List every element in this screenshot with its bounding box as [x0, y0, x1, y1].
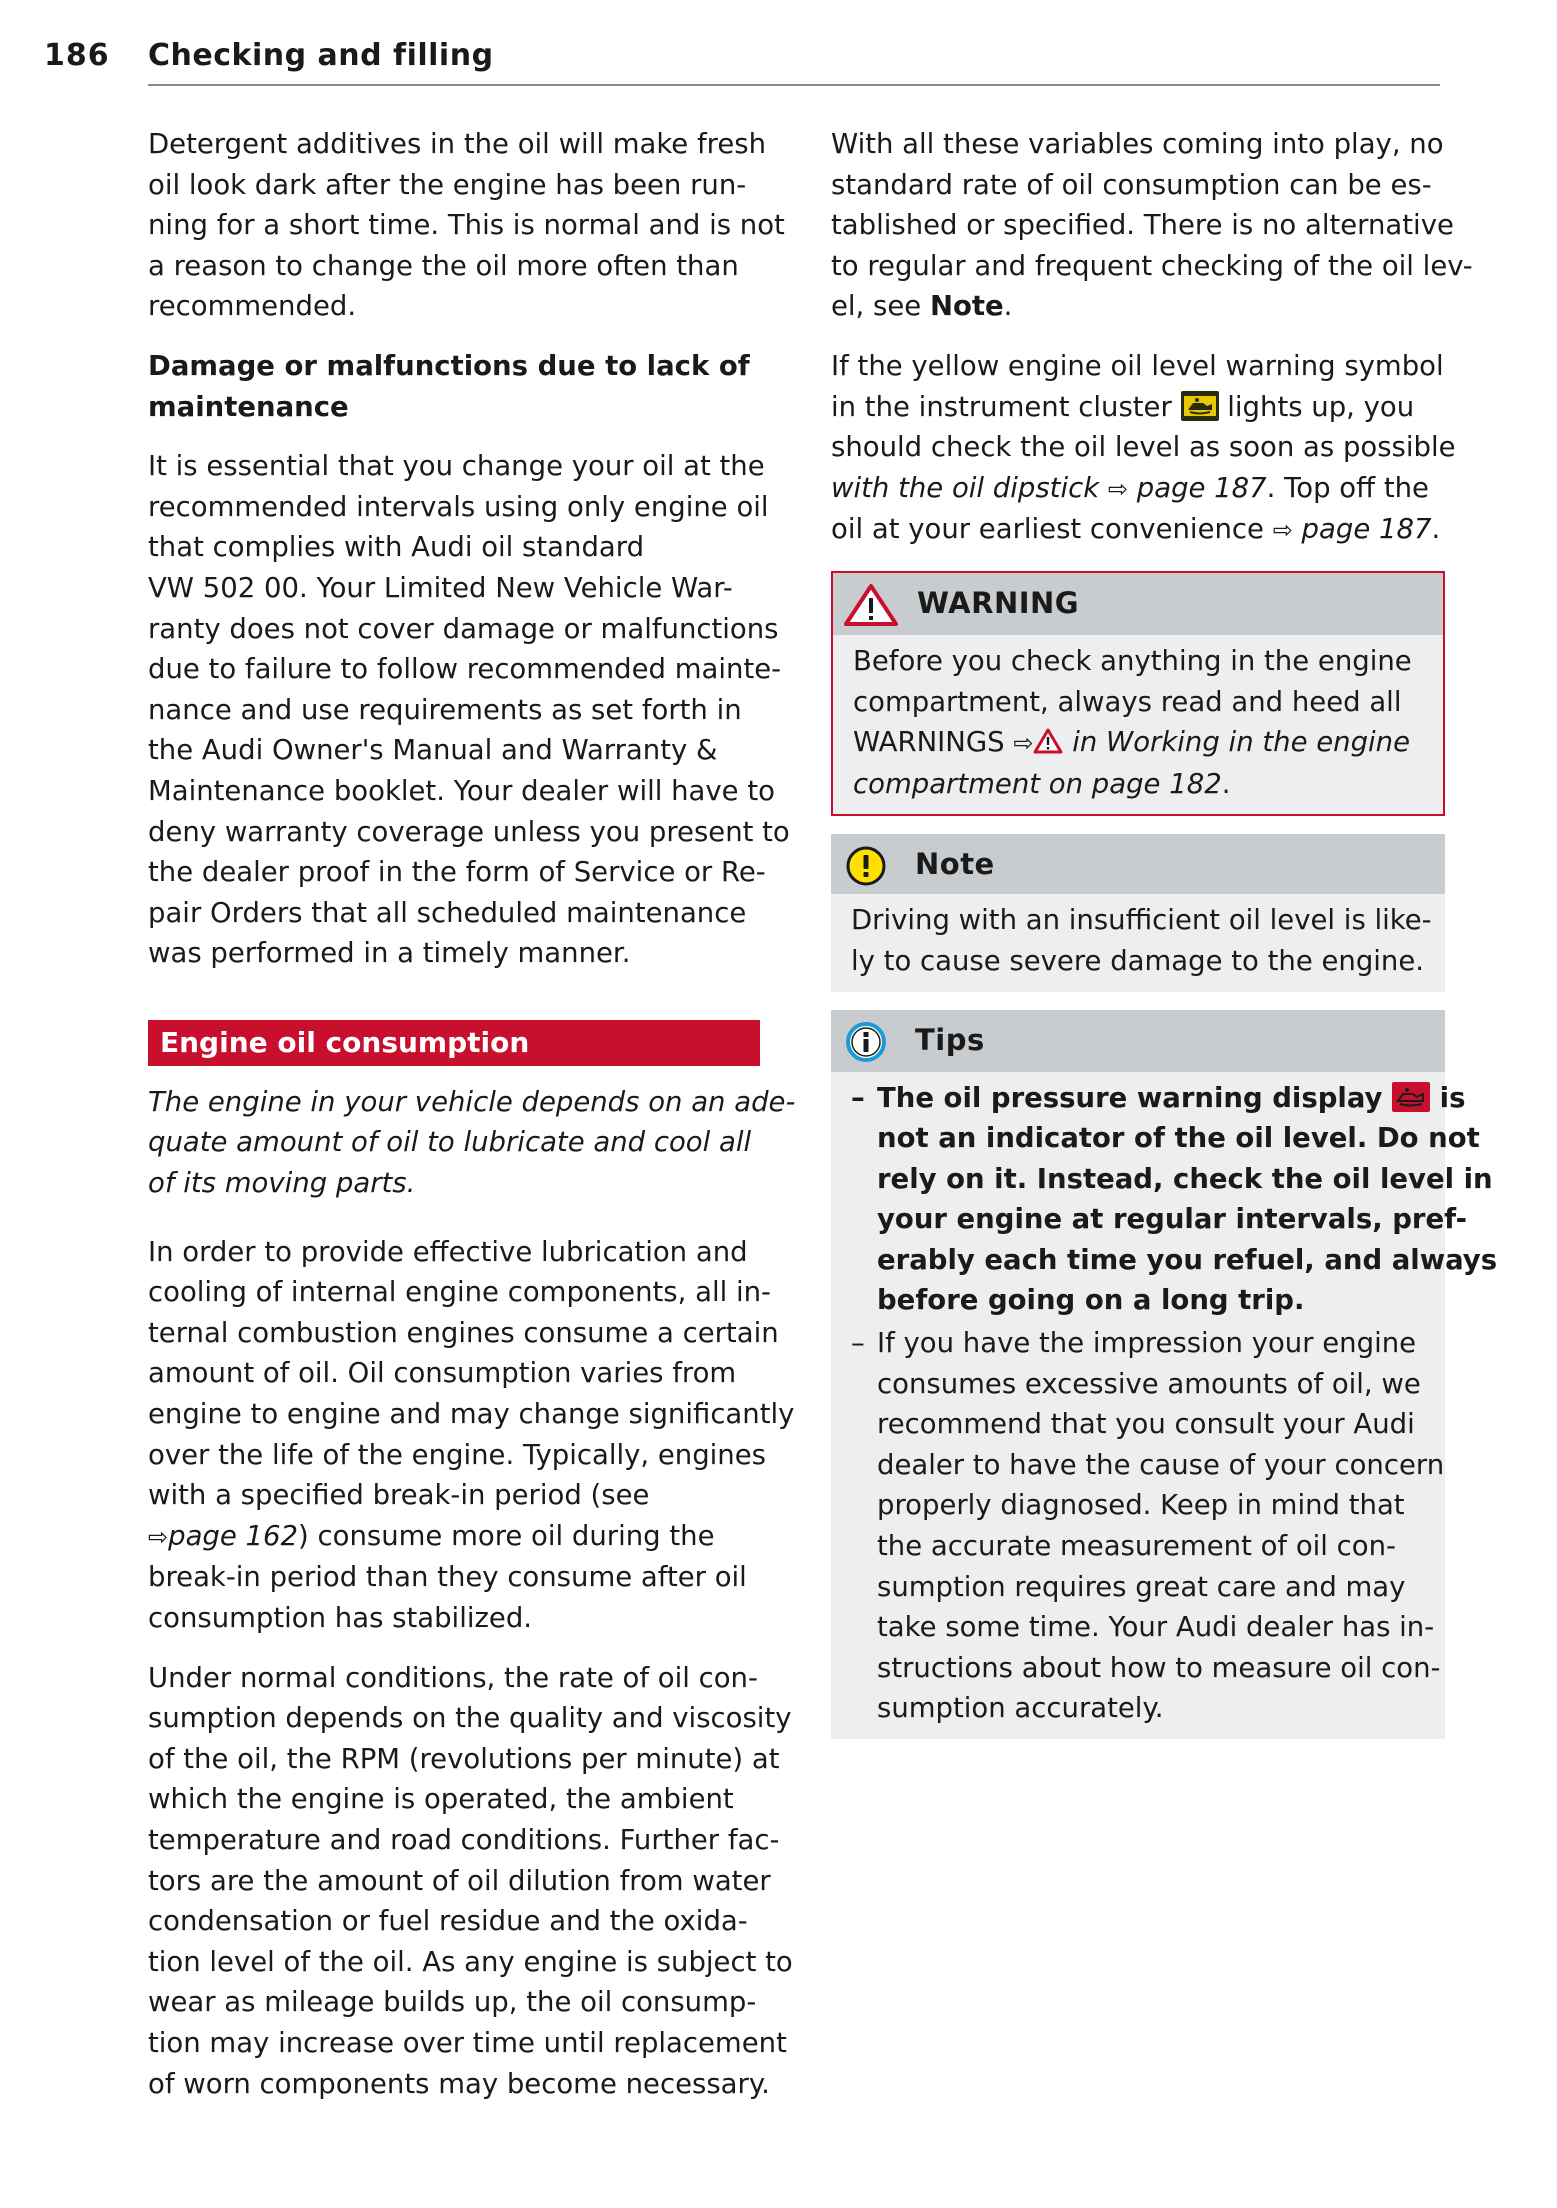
paragraph-variables: With all these variables coming into play, no standard rate of oil consumption can be es- tablished or specified. There is no alternative to regular and frequent checking of the oil lev- el, see Note. — [831, 128, 1473, 323]
note-box — [831, 834, 1445, 991]
note-exclamation-icon — [841, 844, 891, 888]
header-rule — [148, 84, 1440, 86]
section-intro: The engine in your vehicle depends on an ade- quate amount of oil to lubricate and cool all of its moving parts. — [148, 1085, 796, 1200]
right-column — [831, 124, 1498, 1739]
note-title: Note — [915, 847, 995, 882]
tips-header — [831, 1010, 1445, 1072]
note-reference: Note — [929, 290, 1004, 323]
page-ref-arrow: ⇨ — [1272, 516, 1293, 545]
page-link-187[interactable]: page 187 — [1128, 471, 1267, 504]
warnings-link[interactable]: in Working in the engine — [1063, 726, 1411, 759]
page-ref-arrow: ⇨ — [1107, 474, 1129, 503]
warning-title: WARNING — [917, 585, 1080, 620]
info-icon — [841, 1020, 891, 1064]
tips-title: Tips — [915, 1022, 985, 1057]
paragraph-maintenance: It is essential that you change your oil at the recommended intervals using only engine oil that complies with Audi oil standard VW 502 00. Your Limited New Vehicle War- ranty does not cover damage or malfunctions due to failure to follow recommended mainte- nance and use requirements as set forth in the Audi Owner's Manual and Warranty & Maintenance booklet. Your dealer will have to deny warranty coverage unless you present to the dealer proof in the form of Service or Re- pair Orders that all scheduled maintenance was performed in a timely manner. — [148, 450, 790, 970]
warning-header — [833, 573, 1443, 635]
page-link-162[interactable]: page 162 — [168, 1519, 299, 1552]
left-column — [148, 124, 796, 2104]
paragraph-lubrication: In order to provide effective lubrication and cooling of internal engine components, all in- ternal combustion engines consume a certain amount of oil. Oil consumption varies from engine to engine and may change significantly over the life of the engine. Typically, engines with a specified break-in period (see ⇨page 162) consume more oil during the break-in period than they consume after oil consumption has stabilized. — [148, 1235, 795, 1634]
page-ref-arrow: ⇨ — [1013, 729, 1034, 758]
oil-pressure-warning-icon — [1392, 1082, 1430, 1112]
tip-item-oil-pressure: – The oil pressure warning display is not an indicator of the oil level. Do not rely on it. Instead, check the oil level in your engine at regular intervals, pref- erably each time you refuel, and always before going on a long trip. — [851, 1081, 1498, 1317]
paragraph-normal-conditions: Under normal conditions, the rate of oil con- sumption depends on the quality and viscosity of the oil, the RPM (revolutions per minute) at which the engine is operated, the ambient temperature and road conditions. Further fac- tors are the amount of oil dilution from water condensation or fuel residue and the oxida- tion level of the oil. As any engine is subject to wear as mileage builds up, the oil consump- tion may increase over time until replacement of worn components may become necessary. — [148, 1661, 793, 2100]
page-link-182[interactable]: compartment on page 182 — [853, 767, 1222, 800]
section-title-oil-consumption: Engine oil consumption — [148, 1020, 760, 1066]
small-warning-icon — [1033, 728, 1063, 754]
page-link-187[interactable]: page 187 — [1292, 513, 1432, 546]
chapter-title: Checking and filling — [148, 38, 494, 73]
warning-body: Before you check anything in the engine compartment, always read and heed all WARNINGS ⇨ in Working in the engine compartment on page 182. — [833, 635, 1443, 814]
warning-triangle-icon — [843, 583, 899, 627]
note-header — [831, 834, 1445, 894]
paragraph-detergent: Detergent additives in the oil will make fresh oil look dark after the engine has been run- ning for a short time. This is normal and is not a reason to change the oil more often than recommended. — [148, 128, 785, 323]
page-number: 186 — [44, 38, 110, 73]
page-header — [44, 38, 1444, 88]
page-ref-arrow: ⇨ — [148, 1522, 169, 1551]
paragraph-yellow-warning: If the yellow engine oil level warning symbol in the instrument cluster lights up, you should check the oil level as soon as possible with the oil dipstick ⇨ page 187. Top off the oil at your earliest convenience ⇨ page 187. — [831, 349, 1456, 546]
oil-level-warning-icon — [1181, 391, 1219, 421]
note-body: Driving with an insufficient oil level is like- ly to cause severe damage to the engine. — [831, 894, 1445, 991]
tip-item-excessive-consumption: – If you have the impression your engine consumes excessive amounts of oil, we recommend that you consult your Audi dealer to have the cause of your concern properly diagnosed. Keep in mind that the accurate measurement of oil con- sumption requires great care and may take some time. Your Audi dealer has in- structions about how to measure oil con- sumption accurately. — [851, 1327, 1445, 1725]
tips-body — [831, 1072, 1498, 1740]
tips-box — [831, 1010, 1498, 1740]
warning-box — [831, 571, 1445, 816]
subheading-maintenance: Damage or malfunctions due to lack of maintenance — [148, 349, 750, 423]
